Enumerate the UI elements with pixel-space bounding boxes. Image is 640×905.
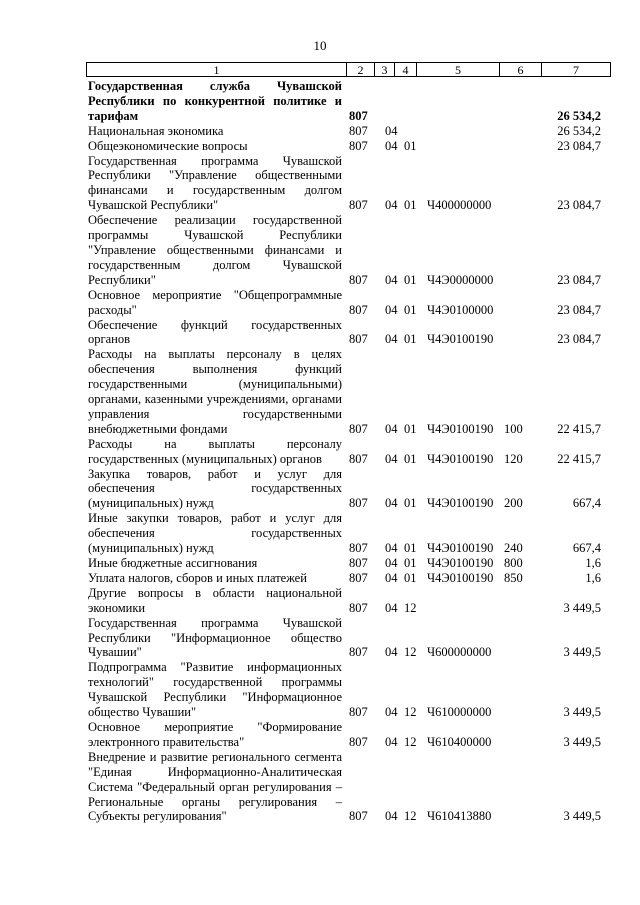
- table-row: [86, 347, 611, 436]
- row-target-article: Ч4Э0100190: [427, 332, 494, 347]
- row-subsection: 01: [404, 198, 417, 213]
- row-target-article: Ч4Э0100190: [427, 541, 494, 556]
- row-admin-code: 807: [349, 809, 368, 824]
- row-subsection: 12: [404, 705, 417, 720]
- row-target-article: Ч4Э0100000: [427, 302, 494, 317]
- row-admin-code: 807: [349, 332, 368, 347]
- row-target-article: Ч4Э0000000: [427, 272, 494, 287]
- row-subsection: 01: [404, 556, 417, 570]
- row-section: 04: [385, 541, 398, 556]
- row-description: Общеэкономические вопросы: [88, 138, 248, 153]
- row-description: Государственная программа Чувашской Республики "Информационное общество Чувашии": [88, 615, 342, 660]
- row-admin-code: 807: [349, 496, 368, 511]
- row-amount: 26 534,2: [557, 123, 601, 138]
- row-expense-type: 240: [504, 541, 523, 556]
- row-amount: 23 084,7: [557, 302, 601, 317]
- row-target-article: Ч4Э0100190: [427, 451, 494, 466]
- row-subsection: 01: [404, 138, 417, 153]
- table-row: [86, 556, 611, 571]
- row-section: 04: [385, 734, 398, 749]
- header-col-3: 3: [374, 63, 394, 76]
- row-section: 04: [385, 496, 398, 511]
- table-row: [86, 288, 611, 318]
- row-subsection: 12: [404, 600, 417, 615]
- row-amount: 3 449,5: [563, 809, 601, 824]
- table-row: [86, 586, 611, 616]
- row-amount: 3 449,5: [563, 645, 601, 660]
- row-target-article: Ч4Э0100190: [427, 421, 494, 436]
- row-description: Иные бюджетные ассигнования: [88, 556, 258, 570]
- row-description: Обеспечение реализации государственной программы Чувашской Республики "Управление общественными финансами и государственным долгом Чувашской Республики": [88, 213, 342, 287]
- row-amount: 23 084,7: [557, 272, 601, 287]
- row-amount: 23 084,7: [557, 138, 601, 153]
- row-target-article: Ч4Э0100190: [427, 556, 494, 570]
- row-admin-code: 807: [349, 138, 368, 153]
- row-target-article: Ч610000000: [427, 705, 492, 720]
- row-amount: 1,6: [585, 556, 601, 570]
- row-description: Обеспечение функций государственных органов: [88, 317, 342, 347]
- row-subsection: 01: [404, 541, 417, 556]
- row-section: 04: [385, 570, 398, 585]
- row-section: 04: [385, 272, 398, 287]
- row-description: Расходы на выплаты персоналу государственных (муниципальных) органов: [88, 436, 342, 466]
- table-row: [86, 79, 611, 124]
- row-amount: 23 084,7: [557, 198, 601, 213]
- row-amount: 23 084,7: [557, 332, 601, 347]
- row-amount: 3 449,5: [563, 600, 601, 615]
- row-admin-code: 807: [349, 645, 368, 660]
- row-subsection: 01: [404, 496, 417, 511]
- row-amount: 1,6: [585, 570, 601, 585]
- row-subsection: 01: [404, 570, 417, 585]
- row-admin-code: 807: [349, 272, 368, 287]
- row-description: Государственная программа Чувашской Республики "Управление общественными финансами и государственным долгом Чувашской Республики": [88, 153, 342, 213]
- row-admin-code: 807: [349, 734, 368, 749]
- row-admin-code: 807: [349, 705, 368, 720]
- row-section: 04: [385, 705, 398, 720]
- table-row: [86, 511, 611, 556]
- row-description: Другие вопросы в области национальной экономики: [88, 585, 342, 615]
- row-description: Национальная экономика: [88, 123, 224, 138]
- row-subsection: 01: [404, 272, 417, 287]
- row-admin-code: 807: [349, 421, 368, 436]
- row-section: 04: [385, 123, 398, 138]
- row-target-article: Ч610413880: [427, 809, 492, 824]
- row-section: 04: [385, 198, 398, 213]
- row-description: Внедрение и развитие регионального сегмента "Единая Информационно-Аналитическая Система "Федеральный орган регулирования – Региональные органы регулирования – Субъекты регулирования": [88, 749, 342, 824]
- table-row: [86, 660, 611, 720]
- table-row: [86, 750, 611, 825]
- header-col-1: 1: [213, 63, 220, 77]
- table-row: [86, 213, 611, 288]
- row-admin-code: 807: [349, 198, 368, 213]
- row-expense-type: 850: [504, 570, 523, 585]
- row-amount: 3 449,5: [563, 705, 601, 720]
- table-row: [86, 720, 611, 750]
- row-subsection: 01: [404, 332, 417, 347]
- header-col-2: 2: [346, 63, 374, 76]
- row-admin-code: 807: [349, 556, 368, 570]
- table-header: [86, 62, 611, 77]
- row-description: Государственная служба Чувашской Республики по конкурентной политике и тарифам: [88, 79, 342, 123]
- row-description: Подпрограмма "Развитие информационных технологий" государственной программы Чувашской Республики "Информационное общество Чувашии": [88, 660, 342, 720]
- row-subsection: 01: [404, 302, 417, 317]
- row-admin-code: 807: [349, 302, 368, 317]
- row-description: Закупка товаров, работ и услуг для обеспечения государственных (муниципальных) нужд: [88, 466, 342, 511]
- row-description: Иные закупки товаров, работ и услуг для обеспечения государственных (муниципальных) нужд: [88, 511, 342, 556]
- table-row: [86, 124, 611, 139]
- table-row: [86, 467, 611, 512]
- row-amount: 26 534,2: [557, 108, 601, 123]
- row-amount: 667,4: [572, 541, 601, 556]
- row-section: 04: [385, 600, 398, 615]
- row-target-article: Ч600000000: [427, 645, 492, 660]
- row-target-article: Ч4Э0100190: [427, 570, 494, 585]
- row-target-article: Ч610400000: [427, 734, 492, 749]
- row-admin-code: 807: [349, 108, 368, 123]
- row-description: Основное мероприятие "Формирование электронного правительства": [88, 719, 342, 749]
- row-expense-type: 100: [504, 421, 523, 436]
- table-row: [86, 571, 611, 586]
- table-body: [86, 79, 611, 824]
- row-admin-code: 807: [349, 541, 368, 556]
- table-row: [86, 139, 611, 154]
- row-description: Уплата налогов, сборов и иных платежей: [88, 570, 307, 585]
- row-admin-code: 807: [349, 451, 368, 466]
- row-subsection: 12: [404, 734, 417, 749]
- table-row: [86, 154, 611, 214]
- row-description: Основное мероприятие "Общепрограммные расходы": [88, 287, 342, 317]
- row-admin-code: 807: [349, 570, 368, 585]
- header-col-5: 5: [416, 63, 499, 76]
- row-admin-code: 807: [349, 123, 368, 138]
- row-target-article: Ч4Э0100190: [427, 496, 494, 511]
- row-section: 04: [385, 421, 398, 436]
- header-col-6: 6: [499, 63, 541, 76]
- table-row: [86, 437, 611, 467]
- row-section: 04: [385, 809, 398, 824]
- page-number: 10: [313, 38, 327, 53]
- row-subsection: 01: [404, 451, 417, 466]
- row-target-article: Ч400000000: [427, 198, 492, 213]
- row-expense-type: 800: [504, 556, 523, 570]
- row-section: 04: [385, 138, 398, 153]
- row-section: 04: [385, 451, 398, 466]
- row-section: 04: [385, 302, 398, 317]
- row-subsection: 01: [404, 421, 417, 436]
- row-amount: 667,4: [572, 496, 601, 511]
- row-description: Расходы на выплаты персоналу в целях обеспечения выполнения функций государственными (муниципальными) органами, казенными учреждениями, органами управления государственными внебюджетными фондами: [88, 347, 342, 436]
- row-section: 04: [385, 645, 398, 660]
- row-subsection: 12: [404, 645, 417, 660]
- row-section: 04: [385, 332, 398, 347]
- row-subsection: 12: [404, 809, 417, 824]
- row-expense-type: 200: [504, 496, 523, 511]
- row-admin-code: 807: [349, 600, 368, 615]
- row-amount: 22 415,7: [557, 451, 601, 466]
- header-col-4: 4: [394, 63, 416, 76]
- row-expense-type: 120: [504, 451, 523, 466]
- row-section: 04: [385, 556, 398, 570]
- row-amount: 3 449,5: [563, 734, 601, 749]
- table-row: [86, 318, 611, 348]
- header-col-7: 7: [541, 63, 610, 76]
- row-amount: 22 415,7: [557, 421, 601, 436]
- table-row: [86, 616, 611, 661]
